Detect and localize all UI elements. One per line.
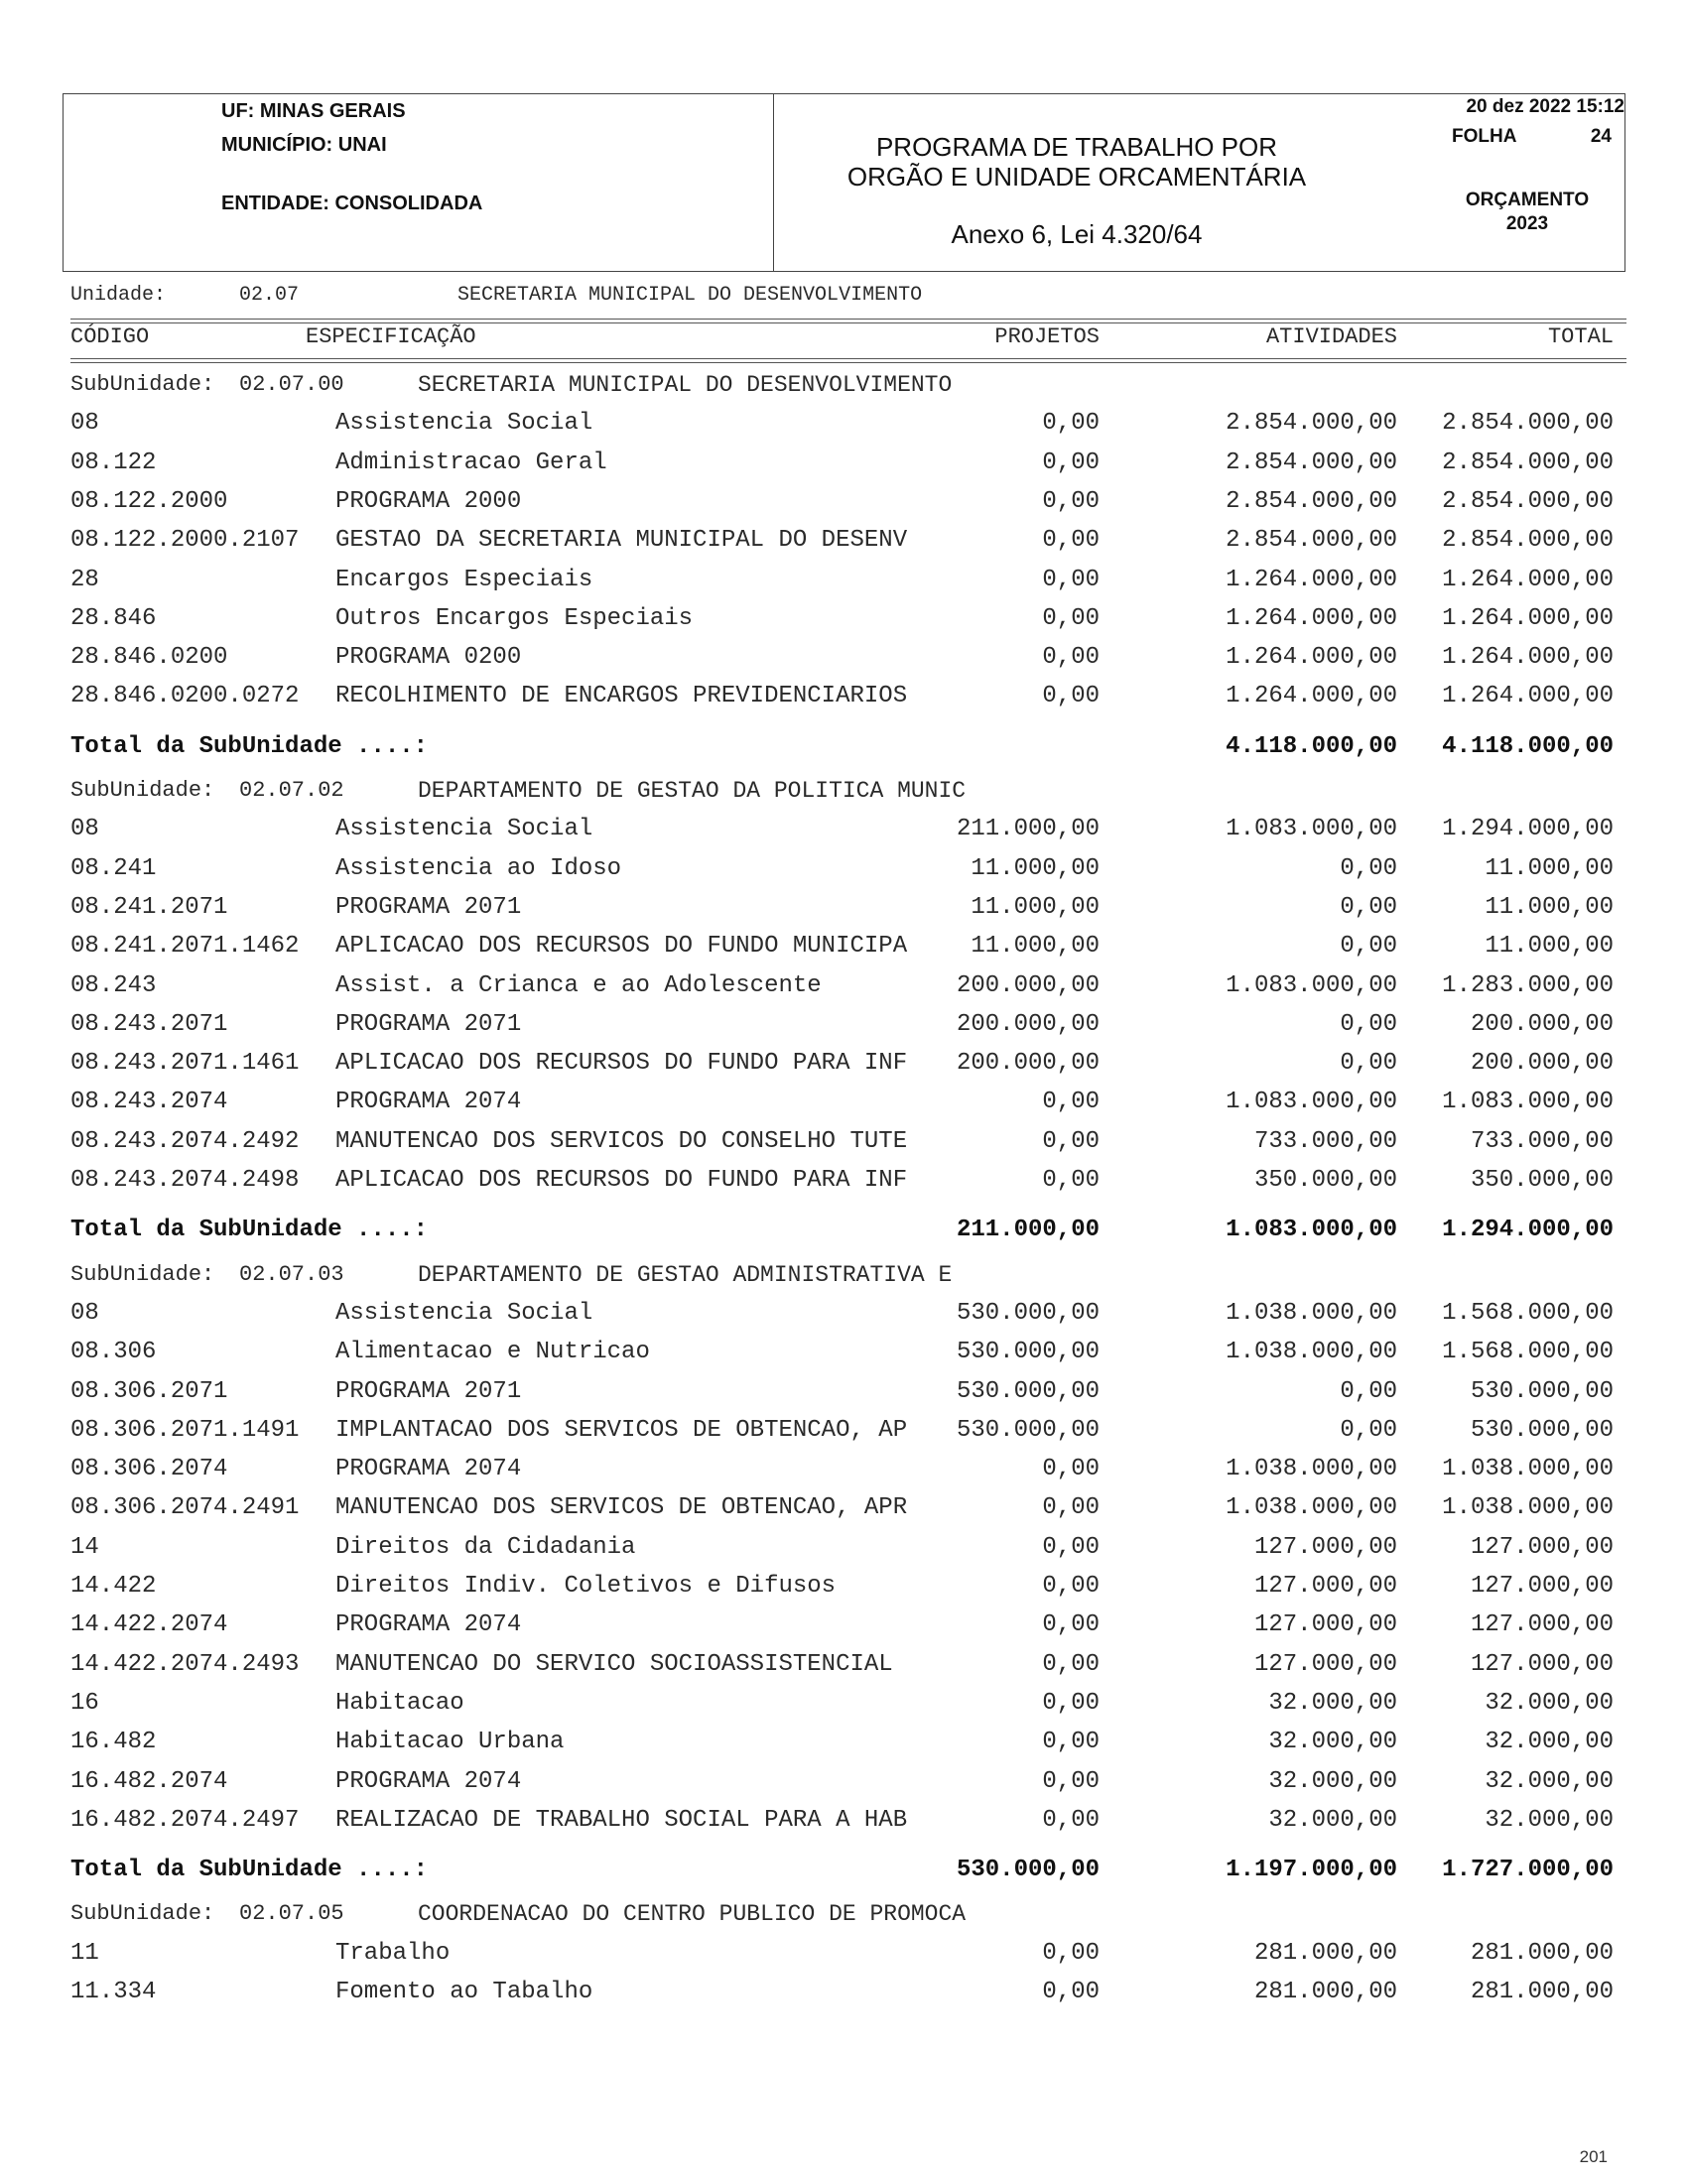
- row-especificacao: PROGRAMA 0200: [335, 644, 522, 672]
- subunit-code: 02.07.05: [239, 1901, 344, 1927]
- row-code: 14.422.2074: [70, 1611, 228, 1639]
- row-especificacao: APLICACAO DOS RECURSOS DO FUNDO MUNICIPA: [335, 933, 908, 961]
- row-total: 1.038.000,00: [1442, 1456, 1614, 1483]
- row-projetos: 200.000,00: [956, 1010, 1100, 1038]
- row-total: 11.000,00: [1485, 854, 1614, 882]
- table-row: [0, 1647, 1688, 1683]
- row-atividades: 1.038.000,00: [1226, 1456, 1397, 1483]
- row-total: 1.083.000,00: [1442, 1089, 1614, 1116]
- subunit-total-label: Total da SubUnidade ....:: [70, 1857, 429, 1884]
- row-code: 08: [70, 410, 99, 438]
- row-especificacao: Habitacao: [335, 1689, 464, 1717]
- row-especificacao: Administracao Geral: [335, 449, 607, 476]
- row-atividades: 1.038.000,00: [1226, 1494, 1397, 1522]
- row-projetos: 11.000,00: [971, 893, 1100, 921]
- row-projetos: 530.000,00: [956, 1299, 1100, 1327]
- subunit-label: SubUnidade:: [70, 1901, 215, 1927]
- subunit-name: SECRETARIA MUNICIPAL DO DESENVOLVIMENTO: [418, 372, 953, 398]
- table-row: [0, 1686, 1688, 1722]
- row-code: 08.241: [70, 854, 157, 882]
- row-atividades: 127.000,00: [1253, 1533, 1397, 1561]
- subunit-total-total: 1.294.000,00: [1442, 1217, 1614, 1244]
- row-total: 11.000,00: [1485, 893, 1614, 921]
- row-projetos: 211.000,00: [956, 816, 1100, 843]
- row-especificacao: PROGRAMA 2000: [335, 487, 522, 515]
- table-row: [0, 601, 1688, 637]
- orcamento-label: ORÇAMENTO: [1465, 190, 1590, 210]
- row-total: 11.000,00: [1485, 933, 1614, 961]
- row-code: 08.306.2074.2491: [70, 1494, 300, 1522]
- table-row: [0, 406, 1688, 442]
- row-especificacao: Alimentacao e Nutricao: [335, 1339, 650, 1366]
- col-projetos: PROJETOS: [994, 324, 1100, 349]
- unidade-label: Unidade:: [70, 284, 167, 307]
- folha-number: 24: [1590, 126, 1612, 147]
- row-code: 08.122.2000.2107: [70, 527, 300, 555]
- row-code: 08.122.2000: [70, 487, 228, 515]
- row-atividades: 1.038.000,00: [1226, 1299, 1397, 1327]
- row-atividades: 0,00: [1340, 854, 1397, 882]
- row-code: 08.243.2074: [70, 1089, 228, 1116]
- row-atividades: 127.000,00: [1253, 1611, 1397, 1639]
- col-especificacao: ESPECIFICAÇÃO: [306, 324, 476, 349]
- row-total: 2.854.000,00: [1442, 410, 1614, 438]
- row-total: 350.000,00: [1470, 1167, 1614, 1194]
- table-row: [0, 1413, 1688, 1449]
- row-projetos: 530.000,00: [956, 1377, 1100, 1405]
- table-row: [0, 1085, 1688, 1120]
- subunit-label: SubUnidade:: [70, 1261, 215, 1287]
- row-code: 08.306.2071.1491: [70, 1416, 300, 1444]
- row-projetos: 0,00: [1042, 1979, 1100, 2005]
- anexo-label: Anexo 6, Lei 4.320/64: [951, 219, 1203, 249]
- row-atividades: 350.000,00: [1253, 1167, 1397, 1194]
- row-atividades: 127.000,00: [1253, 1650, 1397, 1678]
- row-code: 08.243.2071.1461: [70, 1050, 300, 1078]
- row-total: 2.854.000,00: [1442, 487, 1614, 515]
- row-projetos: 0,00: [1042, 1806, 1100, 1834]
- row-especificacao: MANUTENCAO DOS SERVICOS DO CONSELHO TUTE: [335, 1127, 908, 1155]
- unidade-line: [0, 278, 1688, 314]
- subunit-total-row: [0, 729, 1688, 765]
- row-total: 530.000,00: [1470, 1377, 1614, 1405]
- row-especificacao: Assistencia Social: [335, 410, 593, 438]
- row-projetos: 0,00: [1042, 487, 1100, 515]
- row-projetos: 0,00: [1042, 1650, 1100, 1678]
- row-code: 08.241.2071.1462: [70, 933, 300, 961]
- table-row: [0, 1046, 1688, 1082]
- row-projetos: 11.000,00: [971, 933, 1100, 961]
- header-rule-bottom: [70, 358, 1626, 363]
- table-row: [0, 851, 1688, 887]
- row-atividades: 733.000,00: [1253, 1127, 1397, 1155]
- subunit-total-projetos: 530.000,00: [956, 1857, 1100, 1884]
- row-projetos: 0,00: [1042, 1089, 1100, 1116]
- page-number: 201: [1579, 2147, 1608, 2166]
- subunit-total-total: 4.118.000,00: [1442, 732, 1614, 760]
- row-projetos: 200.000,00: [956, 971, 1100, 999]
- row-total: 2.854.000,00: [1442, 449, 1614, 476]
- row-atividades: 1.083.000,00: [1226, 971, 1397, 999]
- table-row: [0, 1296, 1688, 1332]
- table-row: [0, 1725, 1688, 1760]
- row-especificacao: Assistencia Social: [335, 1299, 593, 1327]
- row-code: 28.846: [70, 604, 157, 632]
- table-row: [0, 523, 1688, 559]
- row-especificacao: IMPLANTACAO DOS SERVICOS DE OBTENCAO, AP: [335, 1416, 908, 1444]
- row-atividades: 1.083.000,00: [1226, 1089, 1397, 1116]
- subunit-heading: [0, 773, 1688, 809]
- table-row: [0, 1490, 1688, 1526]
- row-atividades: 0,00: [1340, 1416, 1397, 1444]
- row-code: 11.334: [70, 1979, 157, 2005]
- subunit-total-projetos: 211.000,00: [956, 1217, 1100, 1244]
- row-code: 08: [70, 816, 99, 843]
- row-code: 14: [70, 1533, 99, 1561]
- row-atividades: 127.000,00: [1253, 1573, 1397, 1600]
- row-especificacao: Trabalho: [335, 1939, 451, 1967]
- row-atividades: 2.854.000,00: [1226, 527, 1397, 555]
- row-atividades: 2.854.000,00: [1226, 449, 1397, 476]
- row-atividades: 1.264.000,00: [1226, 683, 1397, 710]
- subunit-heading: [0, 367, 1688, 403]
- row-total: 1.038.000,00: [1442, 1494, 1614, 1522]
- row-code: 08.306.2074: [70, 1456, 228, 1483]
- table-row: [0, 1374, 1688, 1410]
- subunit-total-label: Total da SubUnidade ....:: [70, 732, 429, 760]
- row-especificacao: Assist. a Crianca e ao Adolescente: [335, 971, 822, 999]
- row-total: 127.000,00: [1470, 1611, 1614, 1639]
- row-projetos: 0,00: [1042, 1533, 1100, 1561]
- row-code: 08.306: [70, 1339, 157, 1366]
- row-total: 200.000,00: [1470, 1010, 1614, 1038]
- row-total: 1.568.000,00: [1442, 1299, 1614, 1327]
- row-atividades: 0,00: [1340, 1010, 1397, 1038]
- row-atividades: 1.083.000,00: [1226, 816, 1397, 843]
- subunit-total-row: [0, 1213, 1688, 1248]
- report-header: [63, 93, 1625, 272]
- col-codigo: CÓDIGO: [70, 324, 150, 349]
- row-total: 281.000,00: [1470, 1979, 1614, 2005]
- column-headers: [0, 320, 1688, 355]
- row-total: 127.000,00: [1470, 1533, 1614, 1561]
- row-code: 08.243: [70, 971, 157, 999]
- row-projetos: 0,00: [1042, 1729, 1100, 1756]
- row-especificacao: PROGRAMA 2071: [335, 893, 522, 921]
- row-code: 16.482.2074.2497: [70, 1806, 300, 1834]
- row-especificacao: Encargos Especiais: [335, 566, 593, 593]
- row-total: 1.264.000,00: [1442, 644, 1614, 672]
- table-row: [0, 640, 1688, 676]
- row-atividades: 0,00: [1340, 933, 1397, 961]
- row-especificacao: Habitacao Urbana: [335, 1729, 565, 1756]
- row-projetos: 0,00: [1042, 1939, 1100, 1967]
- subunit-name: DEPARTAMENTO DE GESTAO DA POLITICA MUNIC: [418, 778, 967, 804]
- report-title-line1: PROGRAMA DE TRABALHO POR: [875, 132, 1278, 162]
- row-especificacao: PROGRAMA 2074: [335, 1456, 522, 1483]
- row-total: 1.264.000,00: [1442, 604, 1614, 632]
- row-code: 28: [70, 566, 99, 593]
- table-row: [0, 890, 1688, 926]
- row-atividades: 1.264.000,00: [1226, 644, 1397, 672]
- table-row: [0, 812, 1688, 847]
- row-code: 28.846.0200.0272: [70, 683, 300, 710]
- table-row: [0, 968, 1688, 1004]
- col-total: TOTAL: [1547, 324, 1614, 349]
- table-row: [0, 1764, 1688, 1800]
- table-row: [0, 929, 1688, 964]
- row-projetos: 0,00: [1042, 566, 1100, 593]
- folha-label: FOLHA: [1452, 126, 1517, 147]
- table-row: [0, 484, 1688, 520]
- row-atividades: 32.000,00: [1268, 1767, 1397, 1795]
- row-atividades: 0,00: [1340, 893, 1397, 921]
- row-code: 16.482.2074: [70, 1767, 228, 1795]
- row-total: 32.000,00: [1485, 1689, 1614, 1717]
- table-row: [0, 1607, 1688, 1643]
- table-row: [0, 1335, 1688, 1370]
- row-especificacao: Fomento ao Tabalho: [335, 1979, 593, 2005]
- table-row: [0, 1936, 1688, 1972]
- row-atividades: 1.264.000,00: [1226, 566, 1397, 593]
- row-projetos: 0,00: [1042, 527, 1100, 555]
- row-total: 1.568.000,00: [1442, 1339, 1614, 1366]
- row-projetos: 0,00: [1042, 1127, 1100, 1155]
- row-especificacao: APLICACAO DOS RECURSOS DO FUNDO PARA INF: [335, 1050, 908, 1078]
- table-row: [0, 1007, 1688, 1043]
- row-especificacao: Assistencia Social: [335, 816, 593, 843]
- row-projetos: 530.000,00: [956, 1339, 1100, 1366]
- row-total: 32.000,00: [1485, 1767, 1614, 1795]
- row-especificacao: Assistencia ao Idoso: [335, 854, 622, 882]
- uf-label: UF: MINAS GERAIS: [221, 100, 406, 122]
- row-total: 127.000,00: [1470, 1650, 1614, 1678]
- row-projetos: 0,00: [1042, 1689, 1100, 1717]
- row-especificacao: RECOLHIMENTO DE ENCARGOS PREVIDENCIARIOS: [335, 683, 908, 710]
- subunit-name: COORDENACAO DO CENTRO PUBLICO DE PROMOCA: [418, 1901, 967, 1928]
- row-projetos: 530.000,00: [956, 1416, 1100, 1444]
- row-atividades: 2.854.000,00: [1226, 487, 1397, 515]
- row-projetos: 0,00: [1042, 1767, 1100, 1795]
- subunit-name: DEPARTAMENTO DE GESTAO ADMINISTRATIVA E: [418, 1261, 953, 1288]
- table-row: [0, 1124, 1688, 1160]
- row-especificacao: PROGRAMA 2071: [335, 1377, 522, 1405]
- row-code: 08.241.2071: [70, 893, 228, 921]
- row-total: 281.000,00: [1470, 1939, 1614, 1967]
- subunit-total-atividades: 4.118.000,00: [1226, 732, 1397, 760]
- row-total: 2.854.000,00: [1442, 527, 1614, 555]
- table-row: [0, 1569, 1688, 1605]
- subunit-total-label: Total da SubUnidade ....:: [70, 1217, 429, 1244]
- unidade-name: SECRETARIA MUNICIPAL DO DESENVOLVIMENTO: [457, 284, 923, 307]
- row-projetos: 0,00: [1042, 449, 1100, 476]
- row-especificacao: MANUTENCAO DO SERVICO SOCIOASSISTENCIAL: [335, 1650, 893, 1678]
- table-row: [0, 1163, 1688, 1199]
- row-atividades: 1.264.000,00: [1226, 604, 1397, 632]
- subunit-code: 02.07.00: [239, 372, 344, 397]
- row-especificacao: PROGRAMA 2074: [335, 1767, 522, 1795]
- row-especificacao: GESTAO DA SECRETARIA MUNICIPAL DO DESENV: [335, 527, 908, 555]
- row-code: 16: [70, 1689, 99, 1717]
- row-total: 530.000,00: [1470, 1416, 1614, 1444]
- row-projetos: 0,00: [1042, 604, 1100, 632]
- row-especificacao: APLICACAO DOS RECURSOS DO FUNDO PARA INF: [335, 1167, 908, 1194]
- row-code: 16.482: [70, 1729, 157, 1756]
- row-atividades: 281.000,00: [1253, 1979, 1397, 2005]
- row-atividades: 281.000,00: [1253, 1939, 1397, 1967]
- subunit-total-atividades: 1.197.000,00: [1226, 1857, 1397, 1884]
- subunit-code: 02.07.02: [239, 778, 344, 803]
- table-row: [0, 1530, 1688, 1566]
- subunit-label: SubUnidade:: [70, 778, 215, 803]
- table-row: [0, 679, 1688, 714]
- row-total: 1.294.000,00: [1442, 816, 1614, 843]
- subunit-total-row: [0, 1853, 1688, 1888]
- row-code: 08.243.2071: [70, 1010, 228, 1038]
- table-row: [0, 1452, 1688, 1487]
- municipio-label: MUNICÍPIO: UNAI: [221, 134, 387, 156]
- row-code: 08: [70, 1299, 99, 1327]
- subunit-total-total: 1.727.000,00: [1442, 1857, 1614, 1884]
- row-atividades: 32.000,00: [1268, 1689, 1397, 1717]
- row-especificacao: Outros Encargos Especiais: [335, 604, 694, 632]
- row-atividades: 2.854.000,00: [1226, 410, 1397, 438]
- row-projetos: 0,00: [1042, 410, 1100, 438]
- subunit-heading: [0, 1896, 1688, 1932]
- row-atividades: 32.000,00: [1268, 1729, 1397, 1756]
- orcamento-year: 2023: [1505, 213, 1549, 234]
- row-total: 32.000,00: [1485, 1806, 1614, 1834]
- row-atividades: 0,00: [1340, 1377, 1397, 1405]
- subunit-heading: [0, 1257, 1688, 1293]
- row-atividades: 0,00: [1340, 1050, 1397, 1078]
- row-projetos: 0,00: [1042, 1494, 1100, 1522]
- row-code: 14.422.2074.2493: [70, 1650, 300, 1678]
- unidade-code: 02.07: [239, 284, 300, 307]
- row-code: 14.422: [70, 1573, 157, 1600]
- row-total: 32.000,00: [1485, 1729, 1614, 1756]
- row-especificacao: Direitos Indiv. Coletivos e Difusos: [335, 1573, 837, 1600]
- row-projetos: 0,00: [1042, 1573, 1100, 1600]
- row-code: 28.846.0200: [70, 644, 228, 672]
- table-row: [0, 563, 1688, 598]
- subunit-total-atividades: 1.083.000,00: [1226, 1217, 1397, 1244]
- row-projetos: 0,00: [1042, 644, 1100, 672]
- row-total: 127.000,00: [1470, 1573, 1614, 1600]
- row-projetos: 0,00: [1042, 1611, 1100, 1639]
- row-code: 08.122: [70, 449, 157, 476]
- row-projetos: 0,00: [1042, 1456, 1100, 1483]
- row-atividades: 32.000,00: [1268, 1806, 1397, 1834]
- row-code: 08.306.2071: [70, 1377, 228, 1405]
- report-datetime: 20 dez 2022 15:12: [1466, 96, 1624, 117]
- row-code: 08.243.2074.2498: [70, 1167, 300, 1194]
- row-especificacao: PROGRAMA 2074: [335, 1611, 522, 1639]
- subunit-code: 02.07.03: [239, 1261, 344, 1287]
- row-especificacao: PROGRAMA 2071: [335, 1010, 522, 1038]
- table-row: [0, 1803, 1688, 1839]
- row-total: 1.264.000,00: [1442, 566, 1614, 593]
- table-row: [0, 1975, 1688, 2010]
- table-row: [0, 446, 1688, 481]
- row-especificacao: REALIZACAO DE TRABALHO SOCIAL PARA A HAB: [335, 1806, 908, 1834]
- row-especificacao: MANUTENCAO DOS SERVICOS DE OBTENCAO, APR: [335, 1494, 908, 1522]
- row-total: 1.283.000,00: [1442, 971, 1614, 999]
- row-projetos: 200.000,00: [956, 1050, 1100, 1078]
- row-total: 200.000,00: [1470, 1050, 1614, 1078]
- row-code: 08.243.2074.2492: [70, 1127, 300, 1155]
- report-title-line2: ORGÃO E UNIDADE ORCAMENTÁRIA: [846, 162, 1307, 192]
- entidade-label: ENTIDADE: CONSOLIDADA: [221, 193, 483, 214]
- col-atividades: ATIVIDADES: [1265, 324, 1397, 349]
- row-total: 733.000,00: [1470, 1127, 1614, 1155]
- row-code: 11: [70, 1939, 99, 1967]
- row-projetos: 11.000,00: [971, 854, 1100, 882]
- row-especificacao: Direitos da Cidadania: [335, 1533, 636, 1561]
- row-especificacao: PROGRAMA 2074: [335, 1089, 522, 1116]
- row-projetos: 0,00: [1042, 1167, 1100, 1194]
- row-total: 1.264.000,00: [1442, 683, 1614, 710]
- subunit-label: SubUnidade:: [70, 372, 215, 397]
- row-atividades: 1.038.000,00: [1226, 1339, 1397, 1366]
- row-projetos: 0,00: [1042, 683, 1100, 710]
